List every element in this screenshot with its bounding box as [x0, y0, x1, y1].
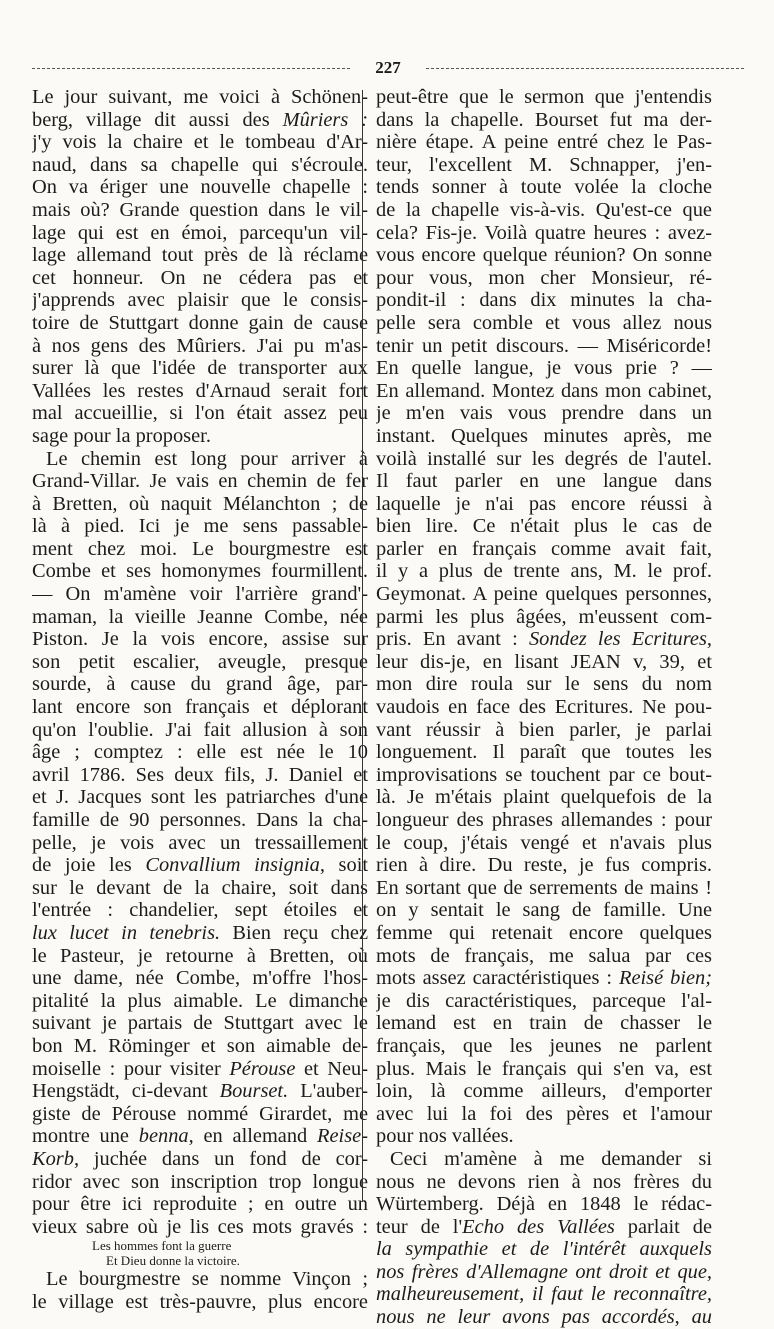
- line-text: loin, là comme ailleurs, d'emporter: [376, 1080, 712, 1103]
- line-text: on y sentait le sang de famille. Une: [376, 899, 712, 922]
- text-line: [32, 267, 368, 290]
- line-text: Grand-Villar. Je vais en chemin de fer: [32, 470, 368, 493]
- text-line: [32, 1012, 368, 1035]
- text-line: [376, 357, 712, 380]
- line-text: mots de français, me salua par ces: [376, 944, 712, 967]
- text-line: [32, 335, 368, 358]
- text-line: [376, 1148, 712, 1171]
- line-text: Le jour suivant, me voici à Schönen-: [32, 86, 368, 108]
- line-text: plus. Mais le français qui s'en va, est: [376, 1057, 712, 1080]
- text-line: [376, 1171, 712, 1194]
- line-text-after: ,: [674, 1306, 692, 1329]
- line-text: pondit-il : dans dix minutes la cha-: [376, 289, 712, 312]
- text-line: [376, 448, 712, 471]
- line-text: lage allemand tout près de là réclame: [32, 244, 368, 267]
- header-rule-right: [426, 68, 744, 69]
- line-text: Vallées les restes d'Arnaud serait fort: [32, 379, 368, 402]
- line-text: mal accueillie, si l'on était assez peu: [32, 402, 368, 425]
- line-italic-text: lux lucet in tenebris.: [32, 921, 221, 944]
- line-text: qu'on l'oublie. J'ai fait allusion à son: [32, 718, 368, 741]
- text-line: [32, 1103, 368, 1126]
- line-text: suivant je partais de Stuttgart avec le: [32, 1012, 368, 1035]
- line-text: vant réussir à bien parler, je parlai: [376, 718, 712, 741]
- line-text: nière étape. A peine entré chez le Pas-: [376, 131, 712, 154]
- line-text: surer là que l'idée de transporter aux: [32, 357, 368, 380]
- text-line: [376, 560, 712, 583]
- line-text: Geymonat. A peine quelques personnes,: [376, 583, 712, 606]
- text-line: [376, 1238, 712, 1261]
- text-line: [32, 425, 368, 448]
- text-line: [32, 402, 368, 425]
- line-text: femme qui retenait encore quelques: [376, 921, 712, 944]
- text-line: [376, 854, 712, 877]
- text-line: [376, 1035, 712, 1058]
- line-text-after: , soit: [319, 854, 368, 877]
- engraved-verse-line: Et Dieu donne la victoire.: [106, 1253, 240, 1269]
- line-text: longuement. Il paraît que toutes les: [376, 741, 712, 764]
- line-text-after: Bien reçu chez: [220, 921, 368, 944]
- line-text: mais où? Grande question dans le vil-: [32, 198, 368, 221]
- line-text: pour être ici reproduite ; en outre un: [32, 1193, 368, 1216]
- text-line: [376, 673, 712, 696]
- text-line: [32, 357, 368, 380]
- text-line: [376, 1012, 712, 1035]
- line-text: dans la chapelle. Bourset fut ma der-: [376, 108, 712, 131]
- text-line: [376, 967, 712, 990]
- text-line: [32, 945, 368, 968]
- text-line: [376, 1193, 712, 1216]
- text-line: [32, 289, 368, 312]
- text-line: [32, 448, 368, 471]
- line-text: à Bretten, où naquit Mélanchton ; de: [32, 492, 368, 515]
- line-italic-text: Echo des Vallées: [462, 1215, 615, 1238]
- left-column: [32, 86, 368, 1313]
- line-text: improvisations se touchent par ce bout-: [376, 763, 712, 786]
- text-line: [32, 832, 368, 855]
- line-text-after: L'auber-: [288, 1080, 368, 1103]
- page-header: [32, 58, 744, 78]
- text-line: [32, 990, 368, 1013]
- line-text: montre une: [32, 1125, 139, 1148]
- text-line: [376, 945, 712, 968]
- text-line: [32, 515, 368, 538]
- column-divider: [362, 90, 363, 1202]
- line-text: longueur des phrases allemandes : pour: [376, 809, 712, 831]
- line-text: Piston. Je la vois encore, assise sur: [32, 628, 368, 651]
- line-italic-text: nos frères d'Allemagne ont droit et que,: [376, 1260, 712, 1283]
- text-line: [32, 1268, 368, 1291]
- line-text: Le chemin est long pour arriver à: [46, 447, 368, 470]
- text-line: [32, 606, 368, 629]
- text-line: [32, 538, 368, 561]
- text-line: [376, 922, 712, 945]
- text-line: [32, 628, 368, 651]
- right-column: [376, 86, 712, 1329]
- text-line: [32, 1148, 368, 1171]
- line-text: ment chez moi. Le bourgmestre est: [32, 537, 368, 560]
- line-text: moiselle : pour visiter: [32, 1057, 230, 1080]
- line-text: pitalité la plus aimable. Le dimanche: [32, 989, 368, 1012]
- line-text: nous ne devons rien à nos frères du: [376, 1170, 712, 1193]
- line-text: instant. Quelques minutes après, me: [376, 424, 712, 447]
- text-line: [376, 154, 712, 177]
- text-line: [376, 515, 712, 538]
- text-line: [32, 1171, 368, 1194]
- line-text-after: , en allemand: [188, 1125, 318, 1148]
- text-line: [376, 425, 712, 448]
- text-line: [376, 696, 712, 719]
- text-line: [376, 877, 712, 900]
- line-text: naud, dans sa chapelle qui s'écroule.: [32, 153, 368, 176]
- line-text: cet honneur. On ne cédera pas et: [32, 266, 368, 289]
- line-text: je dis caractéristiques, parceque l'al-: [376, 989, 712, 1012]
- line-italic-text: Mûriers :: [282, 108, 368, 131]
- text-line: [32, 854, 368, 877]
- line-text: En allemand. Montez dans mon cabinet,: [376, 379, 712, 402]
- line-text: leur dis-je, en lisant JEAN v, 39, et: [376, 650, 712, 673]
- text-line: [376, 335, 712, 358]
- line-text: En quelle langue, je vous prie ? —: [376, 357, 712, 380]
- text-line: [376, 583, 712, 606]
- line-text: ridor avec son inscription trop longue: [32, 1170, 368, 1193]
- line-text: voilà installé sur les degrés de l'autel.: [376, 447, 712, 470]
- line-italic-text: benna: [138, 1125, 189, 1148]
- text-line: [376, 86, 712, 109]
- text-line: [32, 1080, 368, 1103]
- line-text: Combe et ses homonymes fourmillent.: [32, 560, 368, 583]
- text-line: [376, 628, 712, 651]
- text-line: [32, 967, 368, 990]
- text-line: [376, 1103, 712, 1126]
- line-text: Il faut parler en une langue dans: [376, 470, 712, 493]
- line-italic-text: la sympathie et de l'intérêt auxquels: [376, 1238, 712, 1261]
- line-text-after: parlait de: [614, 1215, 712, 1238]
- line-text: là à pied. Ici je me sens passable-: [32, 515, 368, 538]
- line-text: mots assez caractéristiques :: [376, 967, 619, 990]
- text-line: [32, 470, 368, 493]
- text-line: [376, 1125, 712, 1148]
- text-line: [32, 493, 368, 516]
- line-text: j'y vois la chaire et le tombeau d'Ar-: [32, 131, 368, 154]
- line-text: j'apprends avec plaisir que le consis-: [32, 289, 368, 312]
- line-text: rien à dire. Du reste, je fus compris.: [376, 854, 712, 877]
- text-line: [376, 222, 712, 245]
- line-text: avec lui la foi des pères et l'amour: [376, 1102, 712, 1125]
- text-line: [32, 86, 368, 109]
- line-text: laquelle je n'ai pas encore réussi à: [376, 492, 712, 515]
- text-line: [32, 1216, 368, 1239]
- line-text: le village est très-pauvre, plus encore: [32, 1290, 368, 1313]
- line-text: peut-être que le sermon que j'entendis: [376, 86, 712, 108]
- line-text: — On m'amène voir l'arrière grand'-: [32, 583, 368, 606]
- text-line: [32, 131, 368, 154]
- line-text-after: ,: [706, 628, 712, 651]
- line-italic-text: Korb: [32, 1147, 74, 1170]
- line-text: teur, l'excellent M. Schnapper, j'en-: [376, 153, 712, 176]
- text-line: [32, 312, 368, 335]
- line-italic-text: au: [691, 1306, 712, 1329]
- line-text: famille de 90 personnes. Dans la cha-: [32, 809, 368, 831]
- line-text: et J. Jacques sont les patriarches d'une: [32, 786, 368, 809]
- line-text: Hengstädt, ci-devant: [32, 1080, 220, 1103]
- text-line: [32, 877, 368, 900]
- text-line: [376, 493, 712, 516]
- line-text: parler en français comme avait fait,: [376, 537, 712, 560]
- line-text: pris. En avant :: [376, 628, 529, 651]
- line-text: mon dire roula sur le sens du nom: [376, 673, 712, 696]
- text-line: [32, 673, 368, 696]
- line-text: tenir un petit discours. — Miséricorde!: [376, 334, 712, 357]
- text-line: [32, 719, 368, 742]
- text-line: [376, 786, 712, 809]
- text-line: [376, 312, 712, 335]
- text-line: [376, 1216, 712, 1239]
- line-text: de joie les: [32, 854, 146, 877]
- line-text: vous encore quelque réunion? On sonne: [376, 244, 712, 267]
- line-text: il y a plus de trente ans, M. le prof.: [376, 560, 712, 583]
- line-text: En sortant que de serrements de mains !: [376, 876, 712, 899]
- line-text: avril 1786. Ses deux fils, J. Daniel et: [32, 763, 368, 786]
- line-italic-text: nous ne leur avons pas accordés: [376, 1306, 675, 1329]
- line-text: le coup, j'étais vengé et n'avais plus: [376, 831, 712, 854]
- text-line: [32, 176, 368, 199]
- line-text: toire de Stuttgart donne gain de cause: [32, 311, 368, 334]
- text-line: [376, 267, 712, 290]
- text-line: [376, 990, 712, 1013]
- line-text: le Pasteur, je retourne à Bretten, où: [32, 944, 368, 967]
- text-line: [32, 244, 368, 267]
- text-line: [32, 786, 368, 809]
- text-line: [376, 809, 712, 832]
- text-line: [32, 1125, 368, 1148]
- line-text: Le bourgmestre se nomme Vinçon ;: [46, 1268, 368, 1291]
- line-italic-text: Reise-: [317, 1125, 368, 1148]
- text-line: [32, 583, 368, 606]
- text-line: [32, 560, 368, 583]
- line-text: sourde, à cause du grand âge, par-: [32, 673, 368, 696]
- text-line: [376, 1283, 712, 1306]
- line-text: pour nos vallées.: [376, 1125, 514, 1148]
- text-line: [376, 741, 712, 764]
- text-line: [376, 244, 712, 267]
- text-line: [32, 199, 368, 222]
- line-text: vieux sabre où je lis ces mots gravés :: [32, 1215, 368, 1238]
- line-text: lemand est en train de chasser le: [376, 1012, 712, 1035]
- engraved-verse-line: Les hommes font la guerre: [92, 1238, 232, 1254]
- line-text: une dame, née Combe, m'offre l'hos-: [32, 967, 368, 990]
- text-line: [376, 109, 712, 132]
- line-italic-text: malheureusement, il faut le reconnaître,: [376, 1283, 712, 1306]
- line-text: sage pour la proposer.: [32, 424, 211, 447]
- page-number: 227: [375, 58, 401, 77]
- text-line: [376, 899, 712, 922]
- line-text: berg, village dit aussi des: [32, 108, 283, 131]
- text-line: [376, 1261, 712, 1284]
- text-line: [32, 741, 368, 764]
- text-line: [32, 764, 368, 787]
- text-line: [376, 380, 712, 403]
- text-line: [32, 380, 368, 403]
- line-text: lant encore son français et déplorant: [32, 696, 368, 719]
- line-text: je m'en vais vous prendre dans un: [376, 402, 712, 425]
- text-line: [32, 154, 368, 177]
- text-line: [32, 109, 368, 132]
- text-line: [376, 470, 712, 493]
- line-text: teur de l': [376, 1215, 463, 1238]
- line-text: bien lire. Ce n'était plus le cas de: [376, 515, 712, 538]
- text-line: [32, 899, 368, 922]
- line-text: de la chapelle vis-à-vis. Qu'est-ce que: [376, 198, 712, 221]
- line-italic-text: Convallium insignia: [145, 854, 320, 877]
- text-line: [376, 764, 712, 787]
- line-text: Ceci m'amène à me demander si: [390, 1147, 712, 1170]
- line-text: vaudois en face des Ecritures. Ne pou-: [376, 696, 712, 719]
- line-italic-text: Sondez les Ecritures: [528, 628, 707, 651]
- line-text-after: , juchée dans un fond de cor-: [73, 1147, 368, 1170]
- line-text: maman, la vieille Jeanne Combe, née: [32, 605, 368, 628]
- text-line: [32, 651, 368, 674]
- text-line: [32, 809, 368, 832]
- line-text: bon M. Röminger et son aimable de-: [32, 1034, 368, 1057]
- text-line: [376, 131, 712, 154]
- line-text: tends sonner à toute volée la cloche: [376, 176, 712, 199]
- line-text: lage qui est en émoi, parcequ'un vil-: [32, 221, 368, 244]
- text-line: [376, 176, 712, 199]
- line-text: giste de Pérouse nommé Girardet, me: [32, 1102, 368, 1125]
- line-text: l'entrée : chandelier, sept étoiles et: [32, 899, 368, 922]
- text-line: [376, 289, 712, 312]
- line-text: pelle sera comble et vous allez nous: [376, 311, 712, 334]
- text-line: [32, 1193, 368, 1216]
- text-line: [376, 538, 712, 561]
- text-line: [376, 402, 712, 425]
- line-text: On va ériger une nouvelle chapelle :: [32, 176, 368, 199]
- text-line: [376, 719, 712, 742]
- text-line: [32, 1058, 368, 1081]
- line-italic-text: Reisé bien;: [618, 967, 712, 990]
- line-text: Würtemberg. Déjà en 1848 le rédac-: [376, 1193, 712, 1216]
- line-text: à nos gens des Mûriers. J'ai pu m'as-: [32, 334, 368, 357]
- text-line: [376, 1058, 712, 1081]
- text-line: [32, 696, 368, 719]
- line-text: pelle, je vois avec un tressaillement: [32, 831, 368, 854]
- line-text: sur le devant de la chaire, soit dans: [32, 876, 368, 899]
- line-italic-text: Bourset.: [219, 1080, 289, 1103]
- line-text: son petit escalier, aveugle, presque: [32, 650, 368, 673]
- line-text: pour vous, mon cher Monsieur, ré-: [376, 266, 712, 289]
- line-text: parmi les plus âgées, m'eussent com-: [376, 605, 712, 628]
- text-line: [376, 1306, 712, 1329]
- text-line: [376, 606, 712, 629]
- line-italic-text: Pérouse: [229, 1057, 296, 1080]
- text-line: [32, 1035, 368, 1058]
- text-line: [32, 1291, 368, 1314]
- line-text: français, que les jeunes ne parlent: [376, 1034, 712, 1057]
- text-line: [376, 651, 712, 674]
- line-text: cela? Fis-je. Voilà quatre heures : avez-: [376, 221, 712, 244]
- text-line: [376, 832, 712, 855]
- line-text-after: et Neu-: [295, 1057, 368, 1080]
- text-line: [376, 1080, 712, 1103]
- line-text: âge ; comptez : elle est née le 10: [32, 741, 368, 764]
- text-line: [376, 199, 712, 222]
- text-line: [32, 922, 368, 945]
- text-line: [32, 222, 368, 245]
- line-text: là. Je m'étais plaint quelquefois de la: [376, 786, 712, 809]
